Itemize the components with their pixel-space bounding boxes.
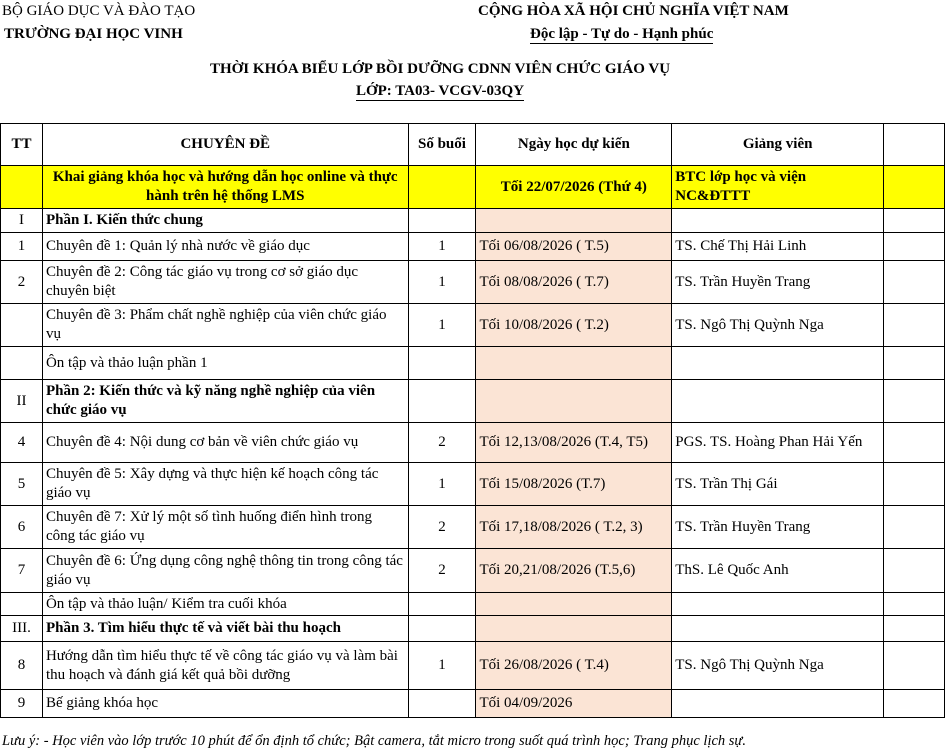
table-row	[1, 261, 945, 304]
cell-lecturer	[672, 209, 884, 233]
cell-date	[476, 347, 672, 380]
cell-sessions: 2	[408, 549, 476, 593]
cell-tt	[1, 166, 43, 209]
cell-lecturer	[672, 690, 884, 718]
cell-lecturer	[672, 616, 884, 642]
cell-topic: Ôn tập và thảo luận phần 1	[42, 347, 408, 380]
cell-extra	[884, 593, 945, 616]
cell-tt: I	[1, 209, 43, 233]
cell-extra	[884, 304, 945, 347]
cell-date: Tối 10/08/2026 ( T.2)	[476, 304, 672, 347]
schedule-table	[0, 123, 945, 718]
university-name: TRƯỜNG ĐẠI HỌC VINH	[4, 26, 183, 42]
cell-topic: Phần 3. Tìm hiểu thực tế và viết bài thu hoạch	[42, 616, 408, 642]
cell-date	[476, 380, 672, 423]
cell-date: Tối 06/08/2026 ( T.5)	[476, 233, 672, 261]
cell-sessions: 1	[408, 233, 476, 261]
table-row	[1, 642, 945, 690]
cell-topic: Bế giảng khóa học	[42, 690, 408, 718]
cell-date: Tối 22/07/2026 (Thứ 4)	[476, 166, 672, 209]
cell-lecturer: BTC lớp học và viện NC&ĐTTT	[672, 166, 884, 209]
class-code	[0, 83, 880, 101]
cell-lecturer: TS. Trần Thị Gái	[672, 463, 884, 506]
cell-extra	[884, 261, 945, 304]
cell-topic: Chuyên đề 1: Quản lý nhà nước về giáo dục	[42, 233, 408, 261]
cell-tt	[1, 347, 43, 380]
cell-tt: III.	[1, 616, 43, 642]
cell-extra	[884, 506, 945, 549]
cell-tt: 1	[1, 233, 43, 261]
col-header-topic: CHUYÊN ĐỀ	[42, 124, 408, 166]
cell-date: Tối 15/08/2026 (T.7)	[476, 463, 672, 506]
cell-sessions	[408, 209, 476, 233]
cell-sessions: 1	[408, 304, 476, 347]
cell-topic: Phần 2: Kiến thức và kỹ năng nghề nghiệp của viên chức giáo vụ	[42, 380, 408, 423]
table-row	[1, 463, 945, 506]
cell-lecturer: TS. Chế Thị Hải Linh	[672, 233, 884, 261]
cell-date	[476, 593, 672, 616]
cell-lecturer: PGS. TS. Hoàng Phan Hải Yến	[672, 423, 884, 463]
table-row	[1, 690, 945, 718]
cell-date: Tối 17,18/08/2026 ( T.2, 3)	[476, 506, 672, 549]
cell-extra	[884, 642, 945, 690]
table-row	[1, 423, 945, 463]
cell-extra	[884, 209, 945, 233]
republic-name: CỘNG HÒA XÃ HỘI CHỦ NGHĨA VIỆT NAM	[478, 3, 789, 19]
national-motto	[530, 26, 713, 44]
cell-sessions	[408, 166, 476, 209]
col-header-sessions: Số buổi	[408, 124, 476, 166]
cell-sessions: 1	[408, 642, 476, 690]
cell-lecturer: ThS. Lê Quốc Anh	[672, 549, 884, 593]
cell-extra	[884, 347, 945, 380]
table-row	[1, 166, 945, 209]
cell-date: Tối 26/08/2026 ( T.4)	[476, 642, 672, 690]
cell-sessions: 1	[408, 261, 476, 304]
cell-tt	[1, 593, 43, 616]
cell-sessions	[408, 380, 476, 423]
cell-topic: Hướng dẫn tìm hiểu thực tế về công tác giáo vụ và làm bài thu hoạch và đánh giá kết quả bồi dưỡng	[42, 642, 408, 690]
table-header-row	[1, 124, 945, 166]
cell-topic: Chuyên đề 2: Công tác giáo vụ trong cơ sở giáo dục chuyên biệt	[42, 261, 408, 304]
cell-tt: 4	[1, 423, 43, 463]
cell-date: Tối 04/09/2026	[476, 690, 672, 718]
col-header-extra	[884, 124, 945, 166]
cell-date: Tối 12,13/08/2026 (T.4, T5)	[476, 423, 672, 463]
cell-sessions	[408, 347, 476, 380]
table-row	[1, 616, 945, 642]
cell-tt: 9	[1, 690, 43, 718]
cell-topic: Khai giảng khóa học và hướng dẫn học online và thực hành trên hệ thống LMS	[42, 166, 408, 209]
table-row	[1, 549, 945, 593]
cell-lecturer	[672, 593, 884, 616]
cell-lecturer: TS. Trần Huyền Trang	[672, 506, 884, 549]
document-title: THỜI KHÓA BIỂU LỚP BỒI DƯỠNG CDNN VIÊN CHỨC GIÁO VỤ	[209, 61, 671, 77]
cell-topic: Chuyên đề 5: Xây dựng và thực hiện kế hoạch công tác giáo vụ	[42, 463, 408, 506]
table-row	[1, 347, 945, 380]
table-row	[1, 209, 945, 233]
cell-tt: II	[1, 380, 43, 423]
cell-topic: Chuyên đề 7: Xử lý một số tình huống điển hình trong công tác giáo vụ	[42, 506, 408, 549]
cell-extra	[884, 166, 945, 209]
col-header-tt: TT	[1, 124, 43, 166]
cell-sessions: 1	[408, 463, 476, 506]
col-header-lecturer: Giảng viên	[672, 124, 884, 166]
cell-date	[476, 209, 672, 233]
cell-tt: 2	[1, 261, 43, 304]
cell-extra	[884, 233, 945, 261]
table-row	[1, 593, 945, 616]
cell-tt	[1, 304, 43, 347]
cell-tt: 8	[1, 642, 43, 690]
cell-sessions: 2	[408, 506, 476, 549]
cell-topic: Chuyên đề 6: Ứng dụng công nghệ thông tin trong công tác giáo vụ	[42, 549, 408, 593]
cell-sessions: 2	[408, 423, 476, 463]
class-code-text: LỚP: TA03- VCGV-03QY	[355, 83, 525, 99]
cell-tt: 7	[1, 549, 43, 593]
cell-tt: 5	[1, 463, 43, 506]
cell-lecturer: TS. Trần Huyền Trang	[672, 261, 884, 304]
motto-text: Độc lập - Tự do - Hạnh phúc	[530, 26, 714, 42]
cell-topic: Chuyên đề 3: Phẩm chất nghề nghiệp của viên chức giáo vụ	[42, 304, 408, 347]
table-row	[1, 506, 945, 549]
cell-topic: Phần I. Kiến thức chung	[42, 209, 408, 233]
cell-date: Tối 08/08/2026 ( T.7)	[476, 261, 672, 304]
cell-topic: Chuyên đề 4: Nội dung cơ bản về viên chức giáo vụ	[42, 423, 408, 463]
cell-sessions	[408, 616, 476, 642]
cell-lecturer: TS. Ngô Thị Quỳnh Nga	[672, 642, 884, 690]
col-header-date: Ngày học dự kiến	[476, 124, 672, 166]
footnote: Lưu ý: - Học viên vào lớp trước 10 phút để ổn định tổ chức; Bật camera, tắt micro trong suốt quá trình học; Trang phục lịch sự.	[2, 733, 746, 749]
cell-sessions	[408, 593, 476, 616]
table-row	[1, 233, 945, 261]
cell-topic: Ôn tập và thảo luận/ Kiểm tra cuối khóa	[42, 593, 408, 616]
cell-extra	[884, 616, 945, 642]
cell-lecturer: TS. Ngô Thị Quỳnh Nga	[672, 304, 884, 347]
cell-date	[476, 616, 672, 642]
cell-extra	[884, 423, 945, 463]
cell-extra	[884, 463, 945, 506]
ministry-name: BỘ GIÁO DỤC VÀ ĐÀO TẠO	[2, 3, 196, 19]
cell-extra	[884, 690, 945, 718]
cell-extra	[884, 380, 945, 423]
cell-tt: 6	[1, 506, 43, 549]
cell-date: Tối 20,21/08/2026 (T.5,6)	[476, 549, 672, 593]
cell-lecturer	[672, 380, 884, 423]
table-row	[1, 304, 945, 347]
cell-lecturer	[672, 347, 884, 380]
cell-sessions	[408, 690, 476, 718]
cell-extra	[884, 549, 945, 593]
table-row	[1, 380, 945, 423]
